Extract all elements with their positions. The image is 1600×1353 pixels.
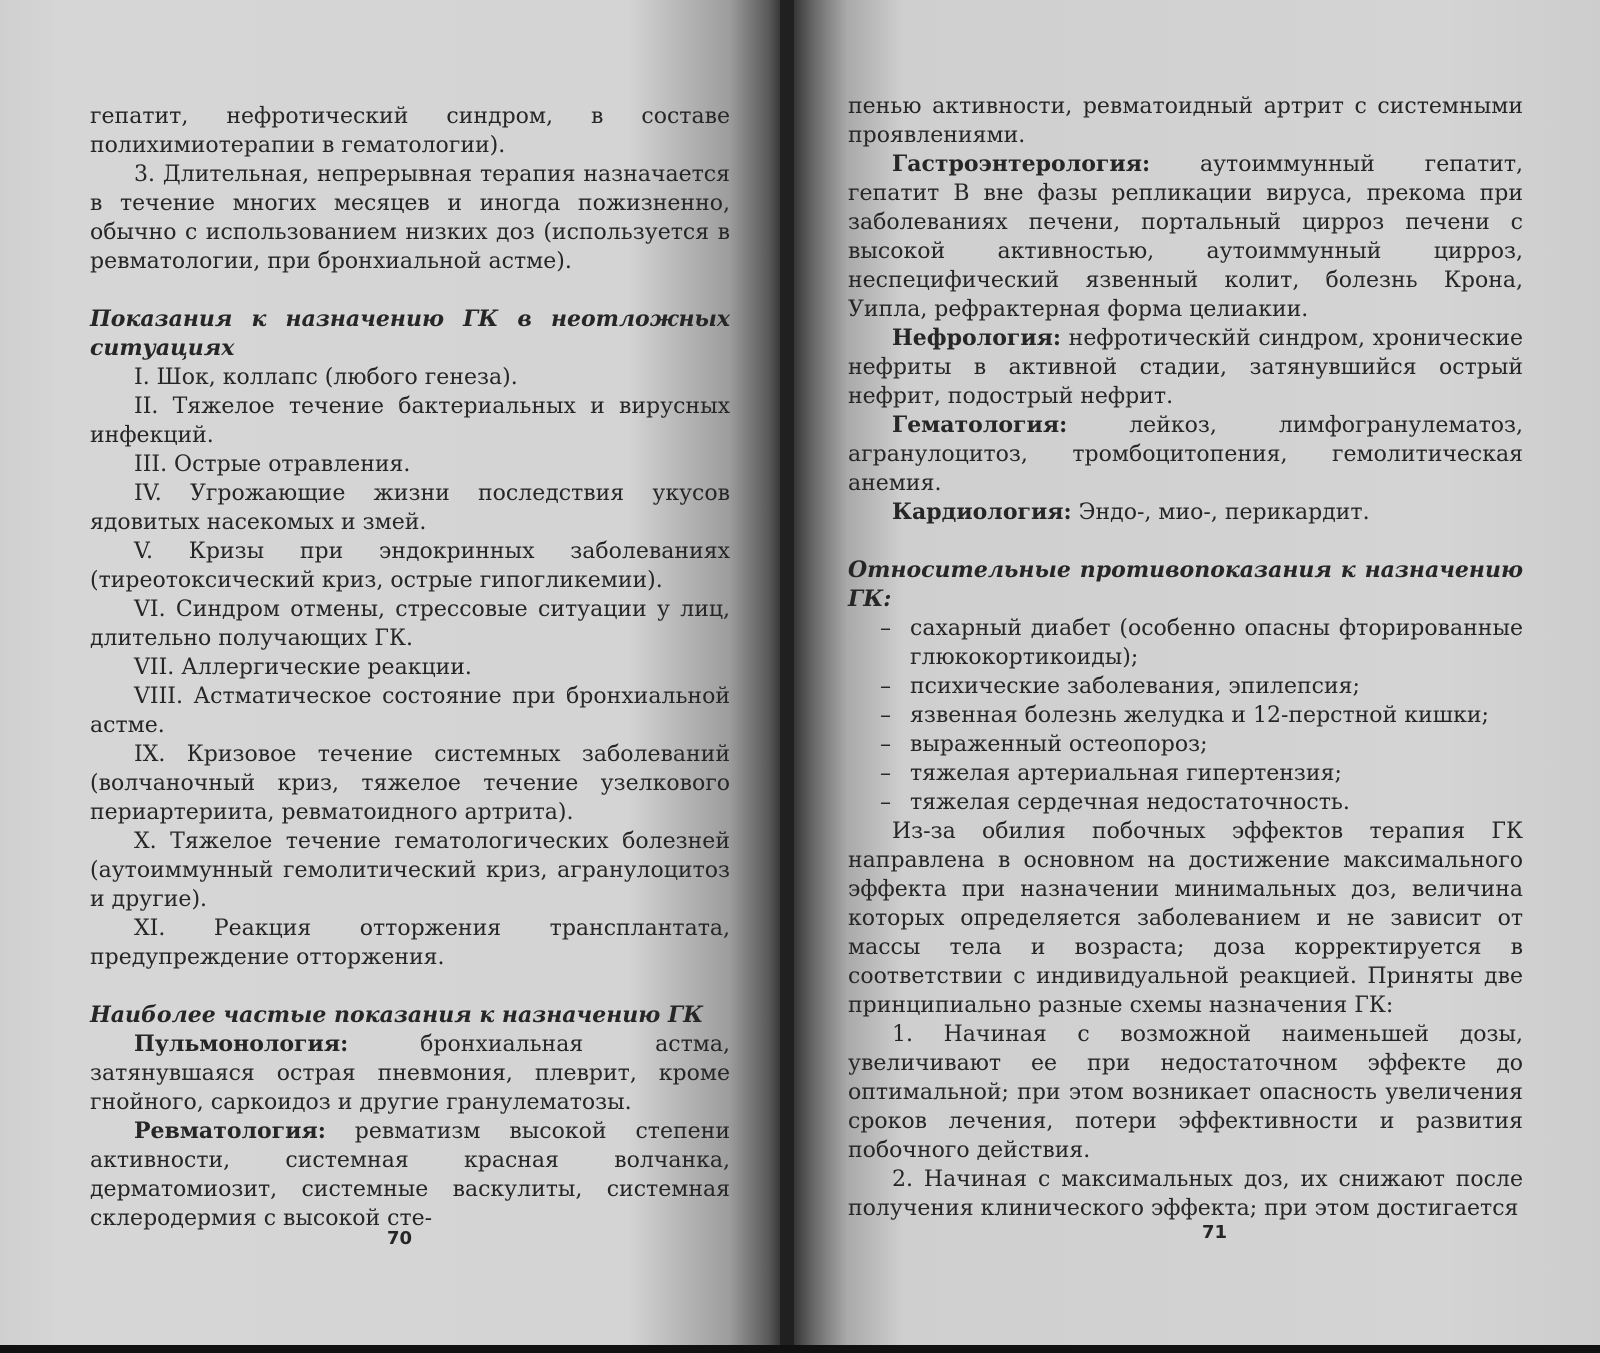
specialty-text: аутоиммунный гепатит, гепатит В вне фазы репликации вируса, прекома при заболеваниях печени, портальный цирроз печени с высокой активностью, аутоиммунный цирроз, неспецифический язвенный колит, болезнь Крона, Уипла, рефрактерная форма целиакии. [848, 152, 1523, 322]
specialty-term: Гематология: [892, 412, 1068, 438]
specialty-term: Кардиология: [892, 499, 1072, 525]
list-item: – выраженный остеопороз; [880, 730, 1523, 759]
section-heading-frequent: Наиболее частые показания к назначению ГК [90, 1002, 704, 1028]
specialty-text: ревматизм высокой степени активности, системная красная волчанка, дерматомиозит, системные васкулиты, системная склеродермия с высокой сте- [90, 1119, 730, 1231]
list-item: II. Тяжелое течение бактериальных и вирусных инфекций. [90, 394, 730, 448]
paragraph: пенью активности, ревматоидный артрит с системными проявлениями. [848, 94, 1523, 148]
specialty-text: Эндо-, мио-, перикардит. [1071, 500, 1370, 525]
section-heading-contraindications: Относительные противопоказания к назначению ГК: [848, 557, 1523, 612]
right-page [790, 0, 1600, 1353]
list-item: I. Шок, коллапс (любого генеза). [134, 365, 518, 390]
specialty-term: Пульмонология: [134, 1031, 349, 1057]
paragraph: 3. Длительная, непрерывная терапия назначается в течение многих месяцев и иногда пожизненно, обычно с использованием низких доз (используется в ревматологии, при бронхиальной астме). [90, 162, 730, 274]
paragraph: 2. Начиная с максимальных доз, их снижают после получения клинического эффекта; при этом достигается [848, 1167, 1523, 1221]
list-item: X. Тяжелое течение гематологических болезней (аутоиммунный гемолитический криз, агранулоцитоз и другие). [90, 829, 730, 912]
specialty-paragraph [90, 1030, 730, 1117]
specialty-term: Нефрология: [892, 325, 1062, 351]
specialty-paragraph [848, 150, 1523, 324]
left-page-text [90, 102, 730, 1233]
specialty-paragraph [90, 1117, 730, 1233]
list-item: VI. Синдром отмены, стрессовые ситуации у лиц, длительно получающих ГК. [90, 597, 730, 651]
paragraph: гепатит, нефротический синдром, в составе полихимиотерапии в гематологии). [90, 104, 730, 158]
list-item: – психические заболевания, эпилепсия; [880, 672, 1523, 701]
paragraph: Из-за обилия побочных эффектов терапия ГК направлена в основном на достижение максимального эффекта при назначении минимальных доз, величина которых определяется заболеванием и не зависит от массы тела и возраста; доза корректируется в соответствии с индивидуальной реакцией. Приняты две принципиально разные схемы назначения ГК: [848, 819, 1523, 1018]
section-heading-emergency: Показания к назначению ГК в неотложных ситуациях [90, 306, 730, 361]
list-item: – тяжелая артериальная гипертензия; [880, 759, 1523, 788]
list-item: V. Кризы при эндокринных заболеваниях (тиреотоксический криз, острые гипогликемии). [90, 539, 730, 593]
list-item: VII. Аллергические реакции. [134, 655, 472, 680]
specialty-term: Ревматология: [134, 1118, 326, 1144]
page-number: 70 [387, 1228, 413, 1249]
specialty-paragraph [848, 324, 1523, 411]
specialty-term: Гастроэнтерология: [892, 151, 1151, 177]
specialty-text: бронхиальная астма, затянувшаяся острая пневмония, плеврит, кроме гнойного, саркоидоз и другие гранулематозы. [90, 1032, 730, 1115]
list-item: XI. Реакция отторжения трансплантата, предупреждение отторжения. [90, 916, 730, 970]
list-item: – язвенная болезнь желудка и 12-перстной кишки; [880, 701, 1523, 730]
specialty-paragraph [848, 411, 1523, 498]
left-page [0, 0, 784, 1353]
specialty-text: лейкоз, лимфогранулематоз, агранулоцитоз, тромбоцитопения, гемолитическая анемия. [848, 413, 1523, 496]
paragraph: 1. Начиная с возможной наименьшей дозы, увеличивают ее при недостаточном эффекте до оптимальной; при этом возникает опасность увеличения сроков лечения, потери эффективности и развития побочного действия. [848, 1022, 1523, 1163]
specialty-text: нефротическйй синдром, хронические нефриты в активной стадии, затянувшийся острый нефрит, подострый нефрит. [848, 326, 1523, 409]
page-number: 71 [1202, 1222, 1228, 1243]
list-item: – сахарный диабет (особенно опасны фторированные глюкокортикоиды); [880, 614, 1523, 672]
book-gutter [780, 0, 794, 1353]
list-item: III. Острые отравления. [134, 452, 411, 477]
list-item: IX. Кризовое течение системных заболеваний (волчаночный криз, тяжелое течение узелкового периартериита, ревматоидного артрита). [90, 742, 730, 825]
scan-bottom-edge [0, 1345, 1600, 1353]
specialty-paragraph [848, 498, 1523, 527]
right-page-text [848, 92, 1523, 1223]
list-item: VIII. Астматическое состояние при бронхиальной астме. [90, 684, 730, 738]
list-item: – тяжелая сердечная недостаточность. [880, 788, 1523, 817]
list-item: IV. Угрожающие жизни последствия укусов ядовитых насекомых и змей. [90, 481, 730, 535]
